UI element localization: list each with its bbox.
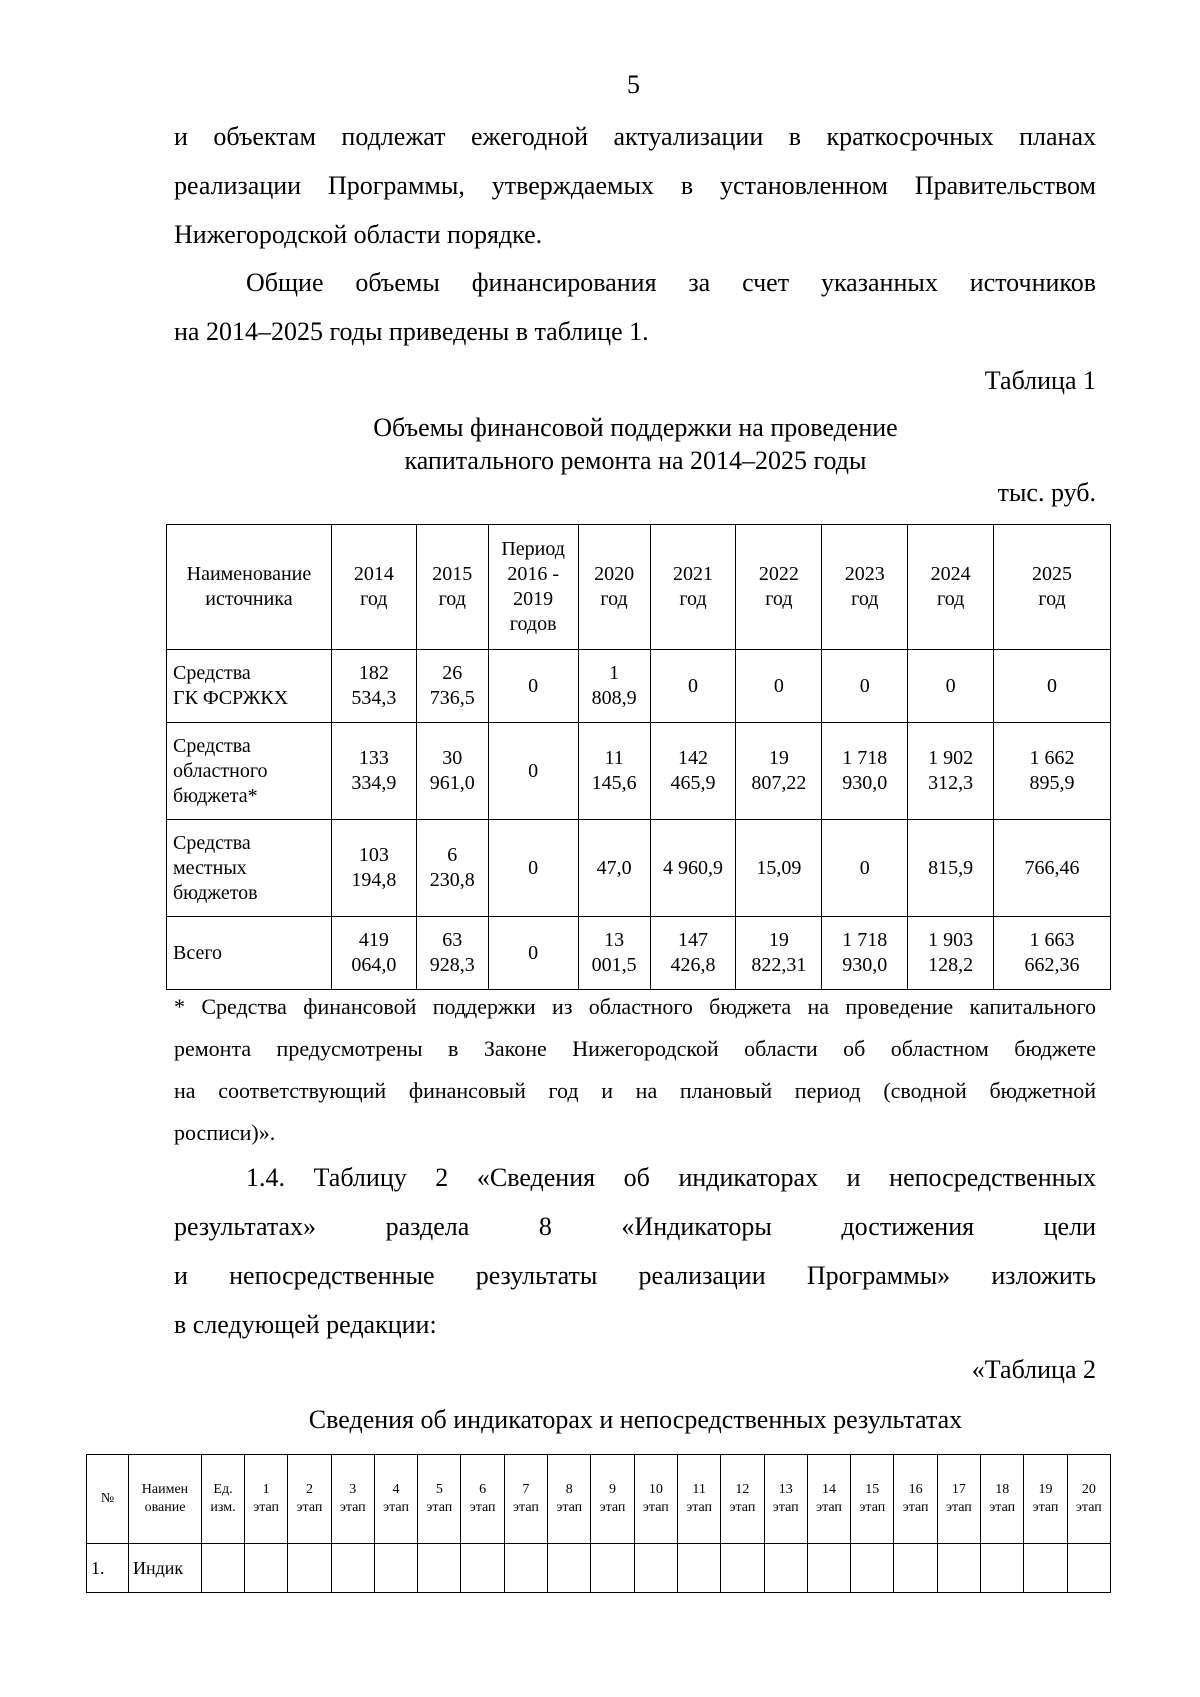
row-number-cell: 1. — [87, 1544, 129, 1593]
footnote — [174, 986, 1096, 1154]
cell-text: 807,22 — [751, 772, 807, 794]
value-cell — [416, 650, 488, 723]
column-header — [807, 1455, 850, 1544]
value-cell — [578, 917, 650, 990]
table-row — [167, 917, 1111, 990]
footnote-line: росписи)». — [174, 1120, 276, 1145]
cell-text: 0 — [859, 856, 870, 879]
value-cell — [650, 723, 736, 820]
header-text: этап — [253, 1500, 280, 1515]
cell-text: 142 — [677, 747, 708, 769]
cell-text: 0 — [945, 674, 956, 697]
header-text: Ед. — [213, 1482, 233, 1497]
header-text: 18 — [995, 1482, 1010, 1497]
cell-text: Всего — [173, 941, 223, 964]
value-cell — [736, 650, 822, 723]
value-cell — [488, 650, 578, 723]
header-text: годов — [509, 613, 557, 635]
header-text: 5 — [435, 1482, 443, 1497]
text-line: на 2014–2025 годы приведены в таблице 1. — [174, 317, 649, 346]
empty-cell — [591, 1544, 634, 1593]
value-cell — [488, 917, 578, 990]
column-header — [87, 1455, 129, 1544]
text-line: 1.4. Таблицу 2 «Сведения об индикаторах и непосредственных — [246, 1163, 1096, 1192]
text-line: Нижегородской области порядке. — [174, 220, 543, 249]
empty-cell — [548, 1544, 591, 1593]
column-header — [908, 525, 994, 650]
value-cell — [822, 723, 908, 820]
header-text: этап — [556, 1500, 583, 1515]
header-text: 10 — [648, 1482, 663, 1497]
header-text: этап — [859, 1500, 886, 1515]
value-cell — [650, 820, 736, 917]
column-header — [1067, 1455, 1110, 1544]
indicators-table — [86, 1454, 1111, 1593]
cell-text: 13 — [604, 929, 625, 951]
header-text: год — [600, 588, 628, 610]
empty-cell — [288, 1544, 331, 1593]
header-text: Наимен — [141, 1482, 189, 1497]
cell-text: 334,9 — [351, 772, 397, 794]
table1-title-line: капитального ремонта на 2014–2025 годы — [404, 446, 867, 475]
value-cell — [994, 917, 1111, 990]
column-header — [721, 1455, 764, 1544]
cell-text: 001,5 — [591, 954, 637, 976]
header-text: этап — [729, 1500, 756, 1515]
header-text: этап — [469, 1500, 496, 1515]
cell-text: 230,8 — [429, 869, 475, 891]
empty-cell — [851, 1544, 894, 1593]
header-text: этап — [686, 1500, 713, 1515]
cell-text: 1 662 — [1029, 747, 1075, 769]
value-cell — [331, 820, 416, 917]
header-text: этап — [642, 1500, 669, 1515]
column-header — [937, 1455, 980, 1544]
empty-cell — [331, 1544, 374, 1593]
header-text: 15 — [865, 1482, 880, 1497]
header-text: 16 — [908, 1482, 923, 1497]
cell-text: бюджета* — [173, 784, 258, 807]
header-text: 14 — [822, 1482, 836, 1497]
header-text: год — [765, 588, 793, 610]
footnote-line: ремонта предусмотрены в Законе Нижегородской области об областном бюджете — [174, 1036, 1096, 1061]
column-header — [461, 1455, 504, 1544]
cell-text: 11 — [604, 747, 624, 769]
table-header-row — [167, 525, 1111, 650]
cell-text: 0 — [773, 674, 784, 697]
table1-label: Таблица 1 — [984, 366, 1096, 395]
empty-cell — [374, 1544, 417, 1593]
column-header — [167, 525, 332, 650]
cell-text: 0 — [1047, 674, 1058, 697]
header-text: этап — [296, 1500, 323, 1515]
header-text: 20 — [1081, 1482, 1096, 1497]
empty-cell — [634, 1544, 677, 1593]
cell-text: 766,46 — [1024, 856, 1080, 879]
header-text: год — [438, 588, 466, 610]
header-text: 4 — [392, 1482, 400, 1497]
empty-cell — [981, 1544, 1024, 1593]
value-cell — [908, 917, 994, 990]
empty-cell — [894, 1544, 937, 1593]
header-text: этап — [945, 1500, 972, 1515]
column-header — [548, 1455, 591, 1544]
cell-text: 194,8 — [351, 869, 397, 891]
column-header — [677, 1455, 720, 1544]
value-cell — [488, 820, 578, 917]
column-header — [894, 1455, 937, 1544]
empty-cell — [1067, 1544, 1110, 1593]
cell-text: 426,8 — [670, 954, 716, 976]
header-text: этап — [902, 1500, 929, 1515]
header-text: этап — [339, 1500, 366, 1515]
header-text: 2014 — [353, 563, 394, 585]
footnote-line: на соответствующий финансовый год и на плановый период (сводной бюджетной — [174, 1078, 1096, 1103]
column-header — [578, 525, 650, 650]
table-row — [167, 820, 1111, 917]
table-row — [87, 1544, 1111, 1593]
empty-cell — [721, 1544, 764, 1593]
table-row — [167, 650, 1111, 723]
cell-text: 4 960,9 — [662, 856, 723, 879]
cell-text: 808,9 — [591, 687, 637, 709]
value-cell — [650, 650, 736, 723]
cell-text: 1 718 — [842, 929, 888, 951]
amendment-paragraph — [174, 1153, 1096, 1349]
column-header — [374, 1455, 417, 1544]
header-text: 11 — [692, 1482, 706, 1497]
cell-text: 0 — [528, 856, 539, 879]
column-header — [416, 525, 488, 650]
value-cell — [416, 820, 488, 917]
cell-text: бюджетов — [173, 881, 258, 904]
intro-paragraph — [174, 112, 1096, 259]
value-cell — [578, 820, 650, 917]
cell-text: 147 — [677, 929, 708, 951]
table2-label: «Таблица 2 — [971, 1355, 1096, 1384]
header-text: 2021 — [672, 563, 713, 585]
header-text: год — [936, 588, 965, 610]
cell-text: 19 — [768, 929, 789, 951]
value-cell — [331, 723, 416, 820]
value-cell — [994, 820, 1111, 917]
value-cell — [908, 650, 994, 723]
cell-text: 662,36 — [1024, 954, 1080, 976]
value-cell — [331, 650, 416, 723]
text-line: результатах» раздела 8 «Индикаторы достижения цели — [174, 1212, 1096, 1241]
cell-text: Средства — [173, 831, 251, 854]
column-header — [504, 1455, 547, 1544]
empty-cell — [1024, 1544, 1067, 1593]
cell-text: 103 — [358, 844, 389, 866]
column-header — [591, 1455, 634, 1544]
value-cell — [822, 917, 908, 990]
cell-text: 6 — [447, 844, 458, 866]
cell-text: 1 903 — [928, 929, 974, 951]
header-text: 7 — [522, 1482, 530, 1497]
table-header-row — [87, 1455, 1111, 1544]
empty-cell — [504, 1544, 547, 1593]
cell-text: 19 — [768, 747, 789, 769]
header-text: год — [679, 588, 707, 610]
header-text: этап — [426, 1500, 453, 1515]
funding-paragraph — [174, 258, 1096, 356]
value-cell — [822, 820, 908, 917]
column-header — [331, 1455, 374, 1544]
column-header — [822, 525, 908, 650]
table2-title: Сведения об индикаторах и непосредственных результатах — [308, 1405, 963, 1434]
cell-text: 133 — [358, 747, 389, 769]
text-line: в следующей редакции: — [174, 1310, 437, 1339]
cell-text: 145,6 — [591, 772, 637, 794]
value-cell — [736, 723, 822, 820]
value-cell — [578, 650, 650, 723]
cell-text: 1 718 — [842, 747, 888, 769]
header-text: 2019 — [513, 588, 554, 610]
indicator-name-cell: Индик — [129, 1544, 202, 1593]
value-cell — [736, 820, 822, 917]
cell-text: 064,0 — [351, 954, 397, 976]
header-text: 2024 — [930, 563, 971, 585]
column-header — [650, 525, 736, 650]
value-cell — [822, 650, 908, 723]
header-text: 19 — [1038, 1482, 1053, 1497]
value-cell — [736, 917, 822, 990]
header-text: 13 — [778, 1482, 793, 1497]
empty-cell — [245, 1544, 288, 1593]
header-text: 9 — [609, 1482, 617, 1497]
header-text: источника — [205, 588, 293, 610]
cell-text: 928,3 — [429, 954, 475, 976]
header-text: 2025 — [1032, 563, 1073, 585]
source-name-cell — [167, 917, 332, 990]
empty-cell — [807, 1544, 850, 1593]
cell-text: Средства — [173, 662, 251, 684]
value-cell — [994, 650, 1111, 723]
column-header — [634, 1455, 677, 1544]
value-cell — [416, 917, 488, 990]
value-cell — [331, 917, 416, 990]
header-text: Наименование — [186, 563, 312, 585]
cell-text: 0 — [859, 674, 870, 697]
header-text: 2023 — [844, 563, 885, 585]
column-header — [331, 525, 416, 650]
source-name-cell — [167, 820, 332, 917]
value-cell — [908, 820, 994, 917]
cell-text: 895,9 — [1029, 772, 1075, 794]
column-header — [129, 1455, 202, 1544]
header-text: ование — [144, 1500, 186, 1515]
funding-table — [166, 524, 1111, 990]
cell-text: 0 — [528, 759, 539, 782]
cell-text: 822,31 — [751, 954, 807, 976]
header-text: 2022 — [758, 563, 799, 585]
column-header — [418, 1455, 461, 1544]
column-header — [851, 1455, 894, 1544]
source-name-cell — [167, 650, 332, 723]
header-text: 17 — [951, 1482, 966, 1497]
cell-text: 1 — [609, 662, 620, 684]
empty-cell — [202, 1544, 245, 1593]
table1-title — [160, 411, 1111, 477]
column-header — [202, 1455, 245, 1544]
cell-text: 182 — [358, 662, 389, 684]
header-text: 2016 - — [507, 563, 559, 585]
empty-cell — [461, 1544, 504, 1593]
header-text: № — [100, 1491, 115, 1506]
text-line: реализации Программы, утверждаемых в установленном Правительством — [174, 171, 1096, 200]
header-text: этап — [1075, 1500, 1102, 1515]
value-cell — [416, 723, 488, 820]
value-cell — [578, 723, 650, 820]
value-cell — [488, 723, 578, 820]
column-header — [994, 525, 1111, 650]
table1-unit: тыс. руб. — [997, 478, 1096, 507]
value-cell — [994, 723, 1111, 820]
table1-title-line: Объемы финансовой поддержки на проведение — [373, 413, 898, 442]
column-header — [1024, 1455, 1067, 1544]
column-header — [488, 525, 578, 650]
empty-cell — [764, 1544, 807, 1593]
empty-cell — [677, 1544, 720, 1593]
text-line: и непосредственные результаты реализации Программы» изложить — [174, 1261, 1096, 1290]
page-number: 5 — [627, 70, 640, 99]
cell-text: 930,0 — [842, 772, 888, 794]
header-text: 1 — [262, 1482, 270, 1497]
cell-text: 736,5 — [429, 687, 475, 709]
cell-text: 312,3 — [928, 772, 974, 794]
cell-text: 63 — [442, 929, 463, 951]
cell-text: 419 — [358, 929, 389, 951]
header-text: этап — [1032, 1500, 1059, 1515]
empty-cell — [937, 1544, 980, 1593]
cell-text: 0 — [528, 674, 539, 697]
cell-text: 465,9 — [670, 772, 716, 794]
header-text: этап — [816, 1500, 842, 1515]
header-text: 12 — [735, 1482, 750, 1497]
value-cell — [650, 917, 736, 990]
footnote-line: * Средства финансовой поддержки из областного бюджета на проведение капитального — [174, 994, 1096, 1019]
header-text: год — [360, 588, 388, 610]
header-text: этап — [513, 1500, 539, 1515]
cell-text: 47,0 — [596, 856, 632, 879]
header-text: этап — [989, 1500, 1016, 1515]
cell-text: 26 — [442, 662, 463, 684]
header-text: изм. — [210, 1500, 236, 1515]
header-text: Период — [501, 538, 565, 560]
cell-text: ГК ФСРЖКХ — [173, 687, 289, 709]
header-text: 2015 — [432, 563, 473, 585]
header-text: этап — [772, 1500, 799, 1515]
column-header — [288, 1455, 331, 1544]
cell-text: областного — [173, 759, 268, 782]
source-name-cell — [167, 723, 332, 820]
header-text: 2 — [305, 1482, 313, 1497]
column-header — [736, 525, 822, 650]
text-line: и объектам подлежат ежегодной актуализации в краткосрочных планах — [174, 122, 1096, 151]
cell-text: 815,9 — [928, 856, 974, 879]
header-text: этап — [383, 1500, 409, 1515]
value-cell — [908, 723, 994, 820]
cell-text: 15,09 — [756, 856, 802, 879]
column-header — [981, 1455, 1024, 1544]
header-text: этап — [599, 1500, 626, 1515]
empty-cell — [418, 1544, 461, 1593]
cell-text: 128,2 — [928, 954, 974, 976]
cell-text: 961,0 — [429, 772, 475, 794]
header-text: год — [1038, 588, 1066, 610]
table-row — [167, 723, 1111, 820]
cell-text: Средства — [173, 734, 251, 757]
cell-text: 0 — [687, 674, 698, 697]
cell-text: 0 — [528, 941, 539, 964]
header-text: 8 — [565, 1482, 573, 1497]
header-text: год — [851, 588, 879, 610]
header-text: 3 — [349, 1482, 357, 1497]
text-line: Общие объемы финансирования за счет указанных источников — [246, 268, 1096, 297]
column-header — [764, 1455, 807, 1544]
cell-text: 30 — [442, 747, 463, 769]
column-header — [245, 1455, 288, 1544]
cell-text: местных — [173, 856, 247, 879]
cell-text: 930,0 — [842, 954, 888, 976]
header-text: 2020 — [594, 563, 635, 585]
cell-text: 1 902 — [928, 747, 974, 769]
header-text: 6 — [479, 1482, 487, 1497]
cell-text: 1 663 — [1029, 929, 1075, 951]
cell-text: 534,3 — [351, 687, 397, 709]
